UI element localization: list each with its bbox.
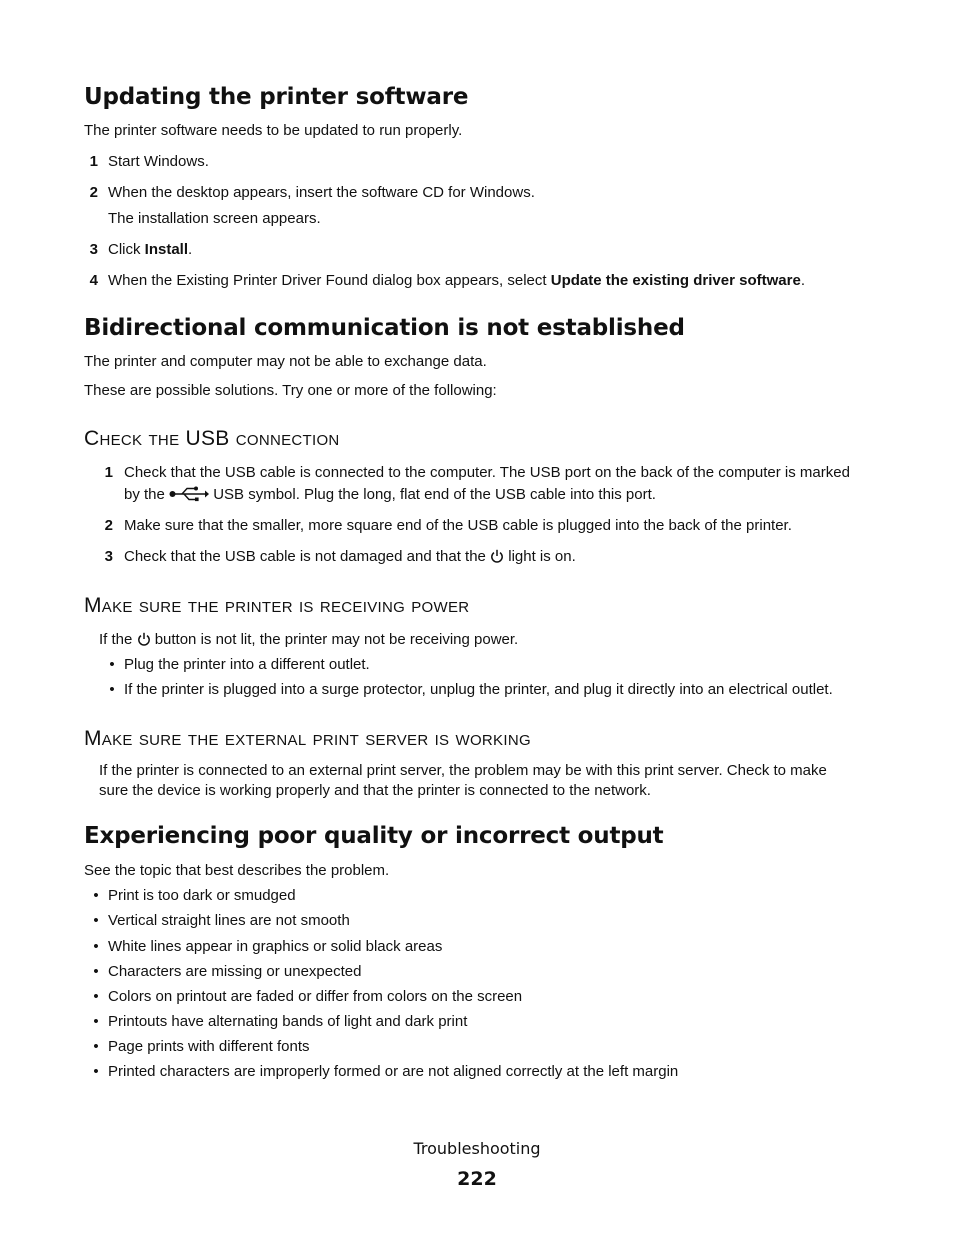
list-item: Page prints with different fonts (108, 1038, 310, 1055)
list-item: Print is too dark or smudged (108, 887, 296, 904)
list-item: Vertical straight lines are not smooth (108, 912, 350, 929)
list-item: Printouts have alternating bands of light and dark print (108, 1013, 468, 1030)
bullet-icon: • (93, 1063, 99, 1080)
step-text: When the desktop appears, insert the software CD for Windows. (108, 184, 535, 201)
step-number: 3 (89, 241, 98, 258)
server-text: If the printer is connected to an external print server, the problem may be with this print server. Check to make (99, 762, 827, 779)
heading-updating-software: Updating the printer software (84, 84, 469, 110)
step-number: 2 (89, 184, 98, 201)
step-number: 4 (89, 272, 98, 289)
bullet-icon: • (93, 963, 99, 980)
step-number: 2 (104, 517, 113, 534)
intro-text: See the topic that best describes the problem. (84, 862, 390, 879)
step-number: 3 (104, 548, 113, 565)
bullet-icon: • (93, 912, 99, 929)
subheading-print-server: Make sure the external print server is working (84, 727, 531, 750)
server-text: sure the device is working properly and that the printer is connected to the network. (99, 782, 651, 799)
install-label: Install (144, 241, 189, 258)
step-text: Check that the USB cable is connected to the computer. The USB port on the back of the computer is marked (124, 464, 850, 481)
bullet-icon: • (93, 938, 99, 955)
heading-poor-quality: Experiencing poor quality or incorrect output (84, 823, 664, 849)
bullet-icon: • (93, 1038, 99, 1055)
list-item: White lines appear in graphics or solid black areas (108, 938, 443, 955)
step-number: 1 (89, 153, 98, 170)
bullet-icon: • (93, 988, 99, 1005)
power-icon (490, 549, 504, 570)
step-text: When the Existing Printer Driver Found dialog box appears, select Update the existing driver software. (108, 272, 805, 289)
list-item: Characters are missing or unexpected (108, 963, 362, 980)
list-item: Plug the printer into a different outlet. (124, 656, 370, 673)
usb-symbol-icon (169, 486, 209, 508)
list-item: If the printer is plugged into a surge protector, unplug the printer, and plug it directly into an electrical outlet. (124, 681, 833, 698)
bullet-icon: • (93, 1013, 99, 1030)
step-note: The installation screen appears. (108, 210, 321, 227)
step-number: 1 (104, 464, 113, 481)
intro-text: The printer software needs to be updated to run properly. (84, 122, 463, 139)
heading-bidirectional: Bidirectional communication is not established (84, 315, 685, 341)
footer-section-label: Troubleshooting (413, 1139, 541, 1158)
step-text: Check that the USB cable is not damaged and that the light is on. (124, 547, 576, 570)
subheading-check-usb: Check the USB connection (84, 427, 340, 450)
step-text: by the USB symbol. Plug the long, flat end of the USB cable into this port. (124, 485, 656, 508)
bullet-icon: • (109, 656, 115, 673)
update-driver-label: Update the existing driver software (550, 272, 801, 289)
page-number: 222 (457, 1168, 497, 1190)
bullet-icon: • (109, 681, 115, 698)
power-icon (137, 632, 151, 653)
step-text: Click Install. (108, 241, 193, 258)
list-item: Colors on printout are faded or differ from colors on the screen (108, 988, 523, 1005)
paragraph: The printer and computer may not be able to exchange data. (84, 353, 487, 370)
power-intro: If the button is not lit, the printer may not be receiving power. (99, 630, 518, 653)
list-item: Printed characters are improperly formed or are not aligned correctly at the left margin (108, 1063, 679, 1080)
step-text: Start Windows. (108, 153, 209, 170)
paragraph: These are possible solutions. Try one or more of the following: (84, 382, 497, 399)
subheading-receiving-power: Make sure the printer is receiving power (84, 594, 470, 617)
bullet-icon: • (93, 887, 99, 904)
step-text: Make sure that the smaller, more square end of the USB cable is plugged into the back of the printer. (124, 517, 792, 534)
